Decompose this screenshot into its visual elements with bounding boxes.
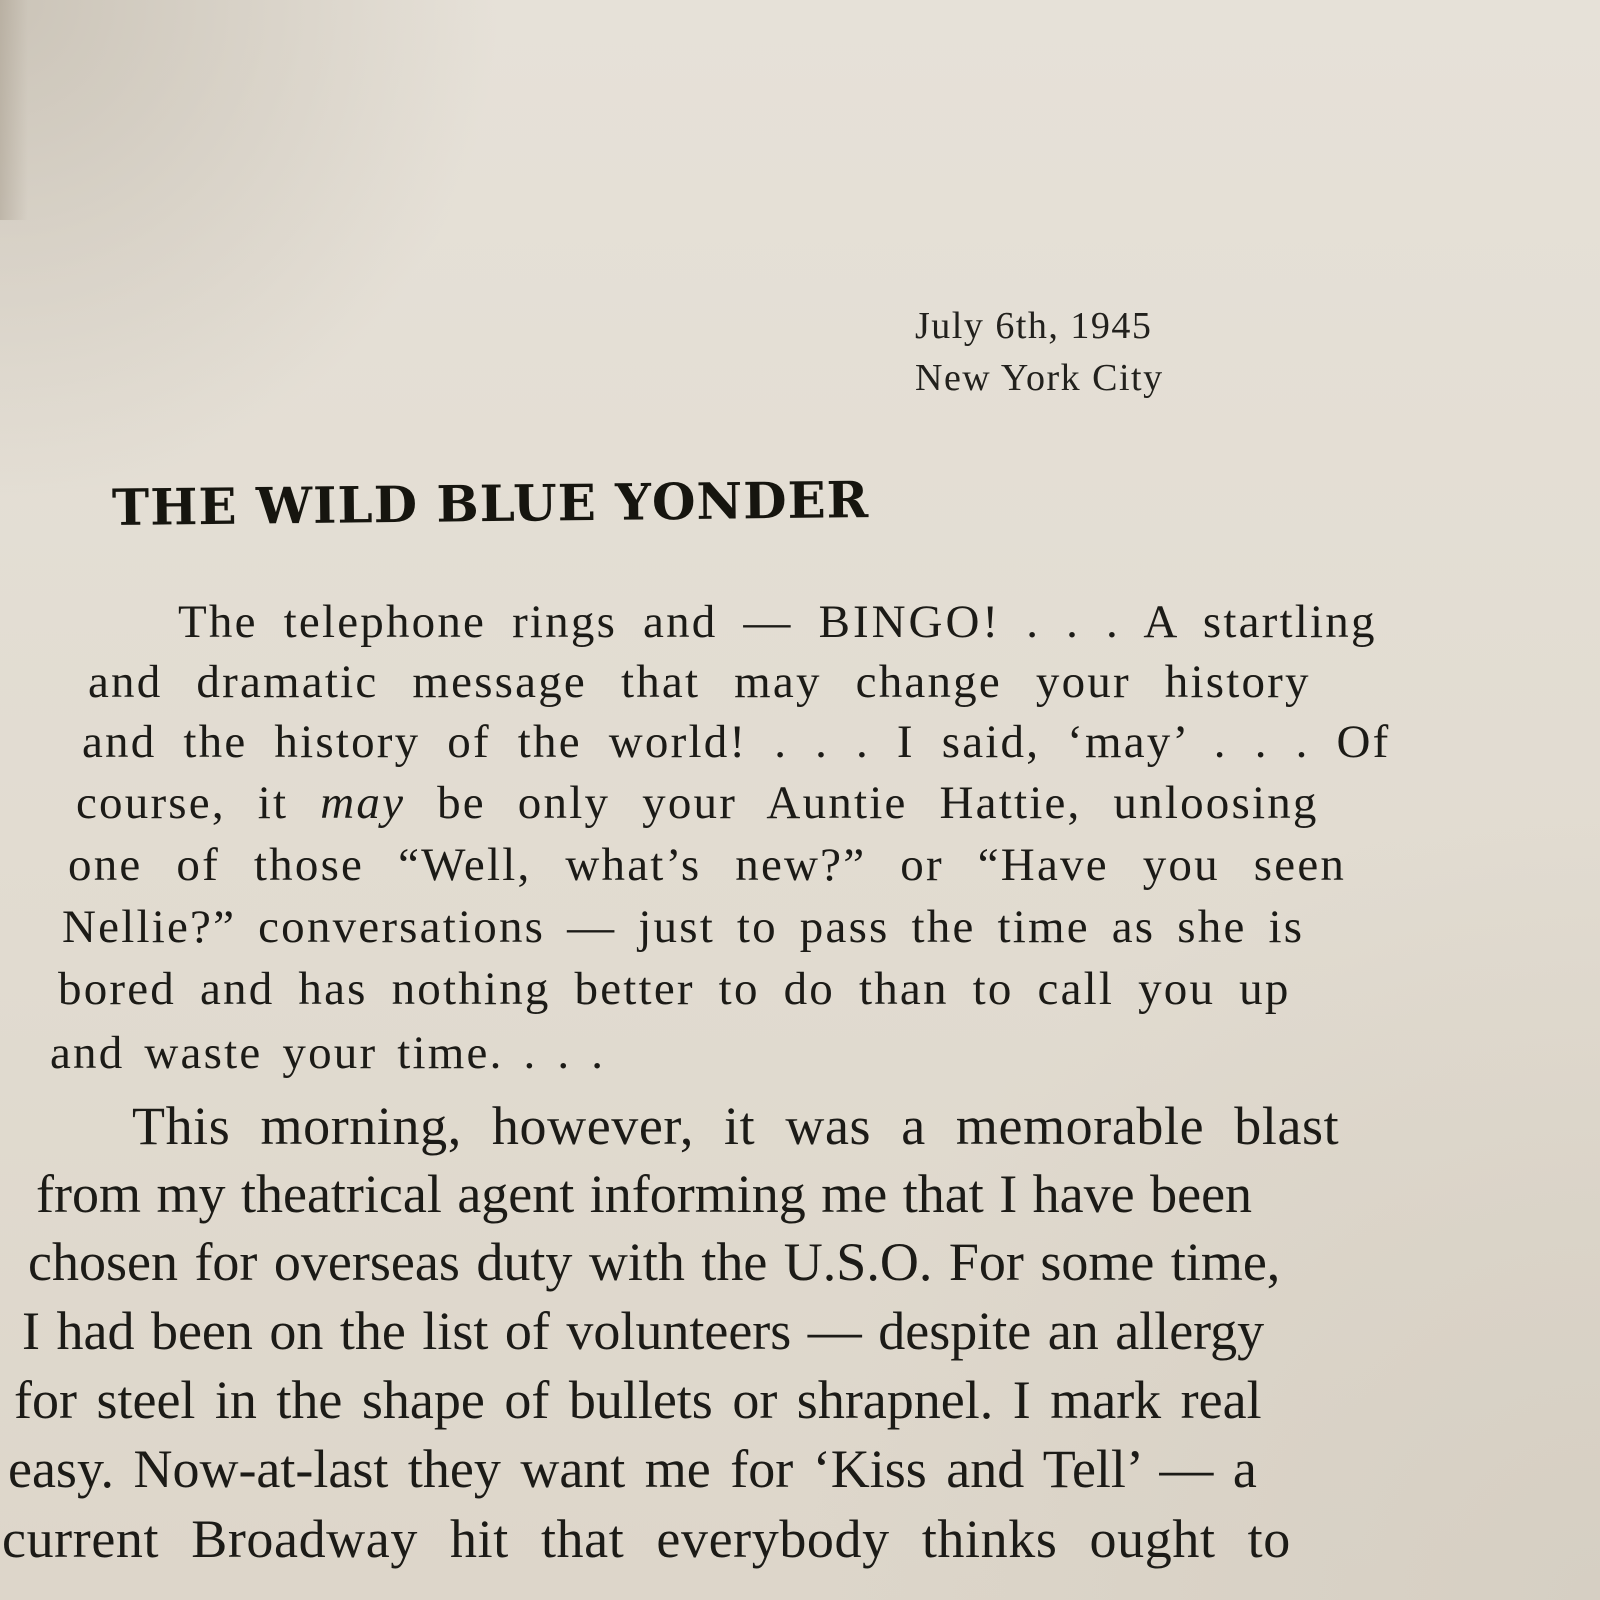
paragraph-line: from my theatrical agent informing me that I have been [36,1164,1253,1224]
dateline [915,300,1164,404]
text-run: be only your Auntie Hattie, unloosing [437,777,1319,829]
paragraph-line [178,595,1377,649]
paragraph-line: and dramatic message that may change your history [88,656,1311,708]
chapter-title: THE WILD BLUE YONDER [111,470,870,537]
paragraph-line: I had been on the list of volunteers — despite an allergy [22,1301,1265,1361]
paragraph-line: current Broadway hit that everybody thinks ought to [2,1509,1291,1569]
paragraph-line: and waste your time. . . . [50,1027,606,1079]
bingo-smallcaps: BINGO [818,596,983,648]
text-run: The telephone rings and — [178,596,793,648]
paragraph-line [76,776,1319,830]
paragraph-line: one of those “Well, what’s new?” or “Have you seen [68,839,1347,891]
paragraph-line: chosen for overseas duty with the U.S.O. For some time, [28,1232,1281,1292]
paragraph-line: bored and has nothing better to do than to call you up [58,963,1291,1015]
page-edge-shadow [0,0,28,220]
text-run: ! . . . A startling [982,596,1377,648]
dateline-date: July 6th, 1945 [915,305,1153,347]
paragraph-line: and the history of the world! . . . I said, ‘may’ . . . Of [82,716,1391,768]
paragraph-line: for steel in the shape of bullets or shrapnel. I mark real [14,1370,1262,1430]
paragraph-line: easy. Now-at-last they want me for ‘Kiss and Tell’ — a [8,1439,1257,1499]
emphasis-may: may [320,777,406,829]
paragraph-line: This morning, however, it was a memorable blast [132,1096,1340,1156]
paragraph-line: Nellie?” conversations — just to pass the time as she is [62,901,1305,953]
dateline-place: New York City [915,357,1164,399]
text-run: course, it [76,777,289,829]
